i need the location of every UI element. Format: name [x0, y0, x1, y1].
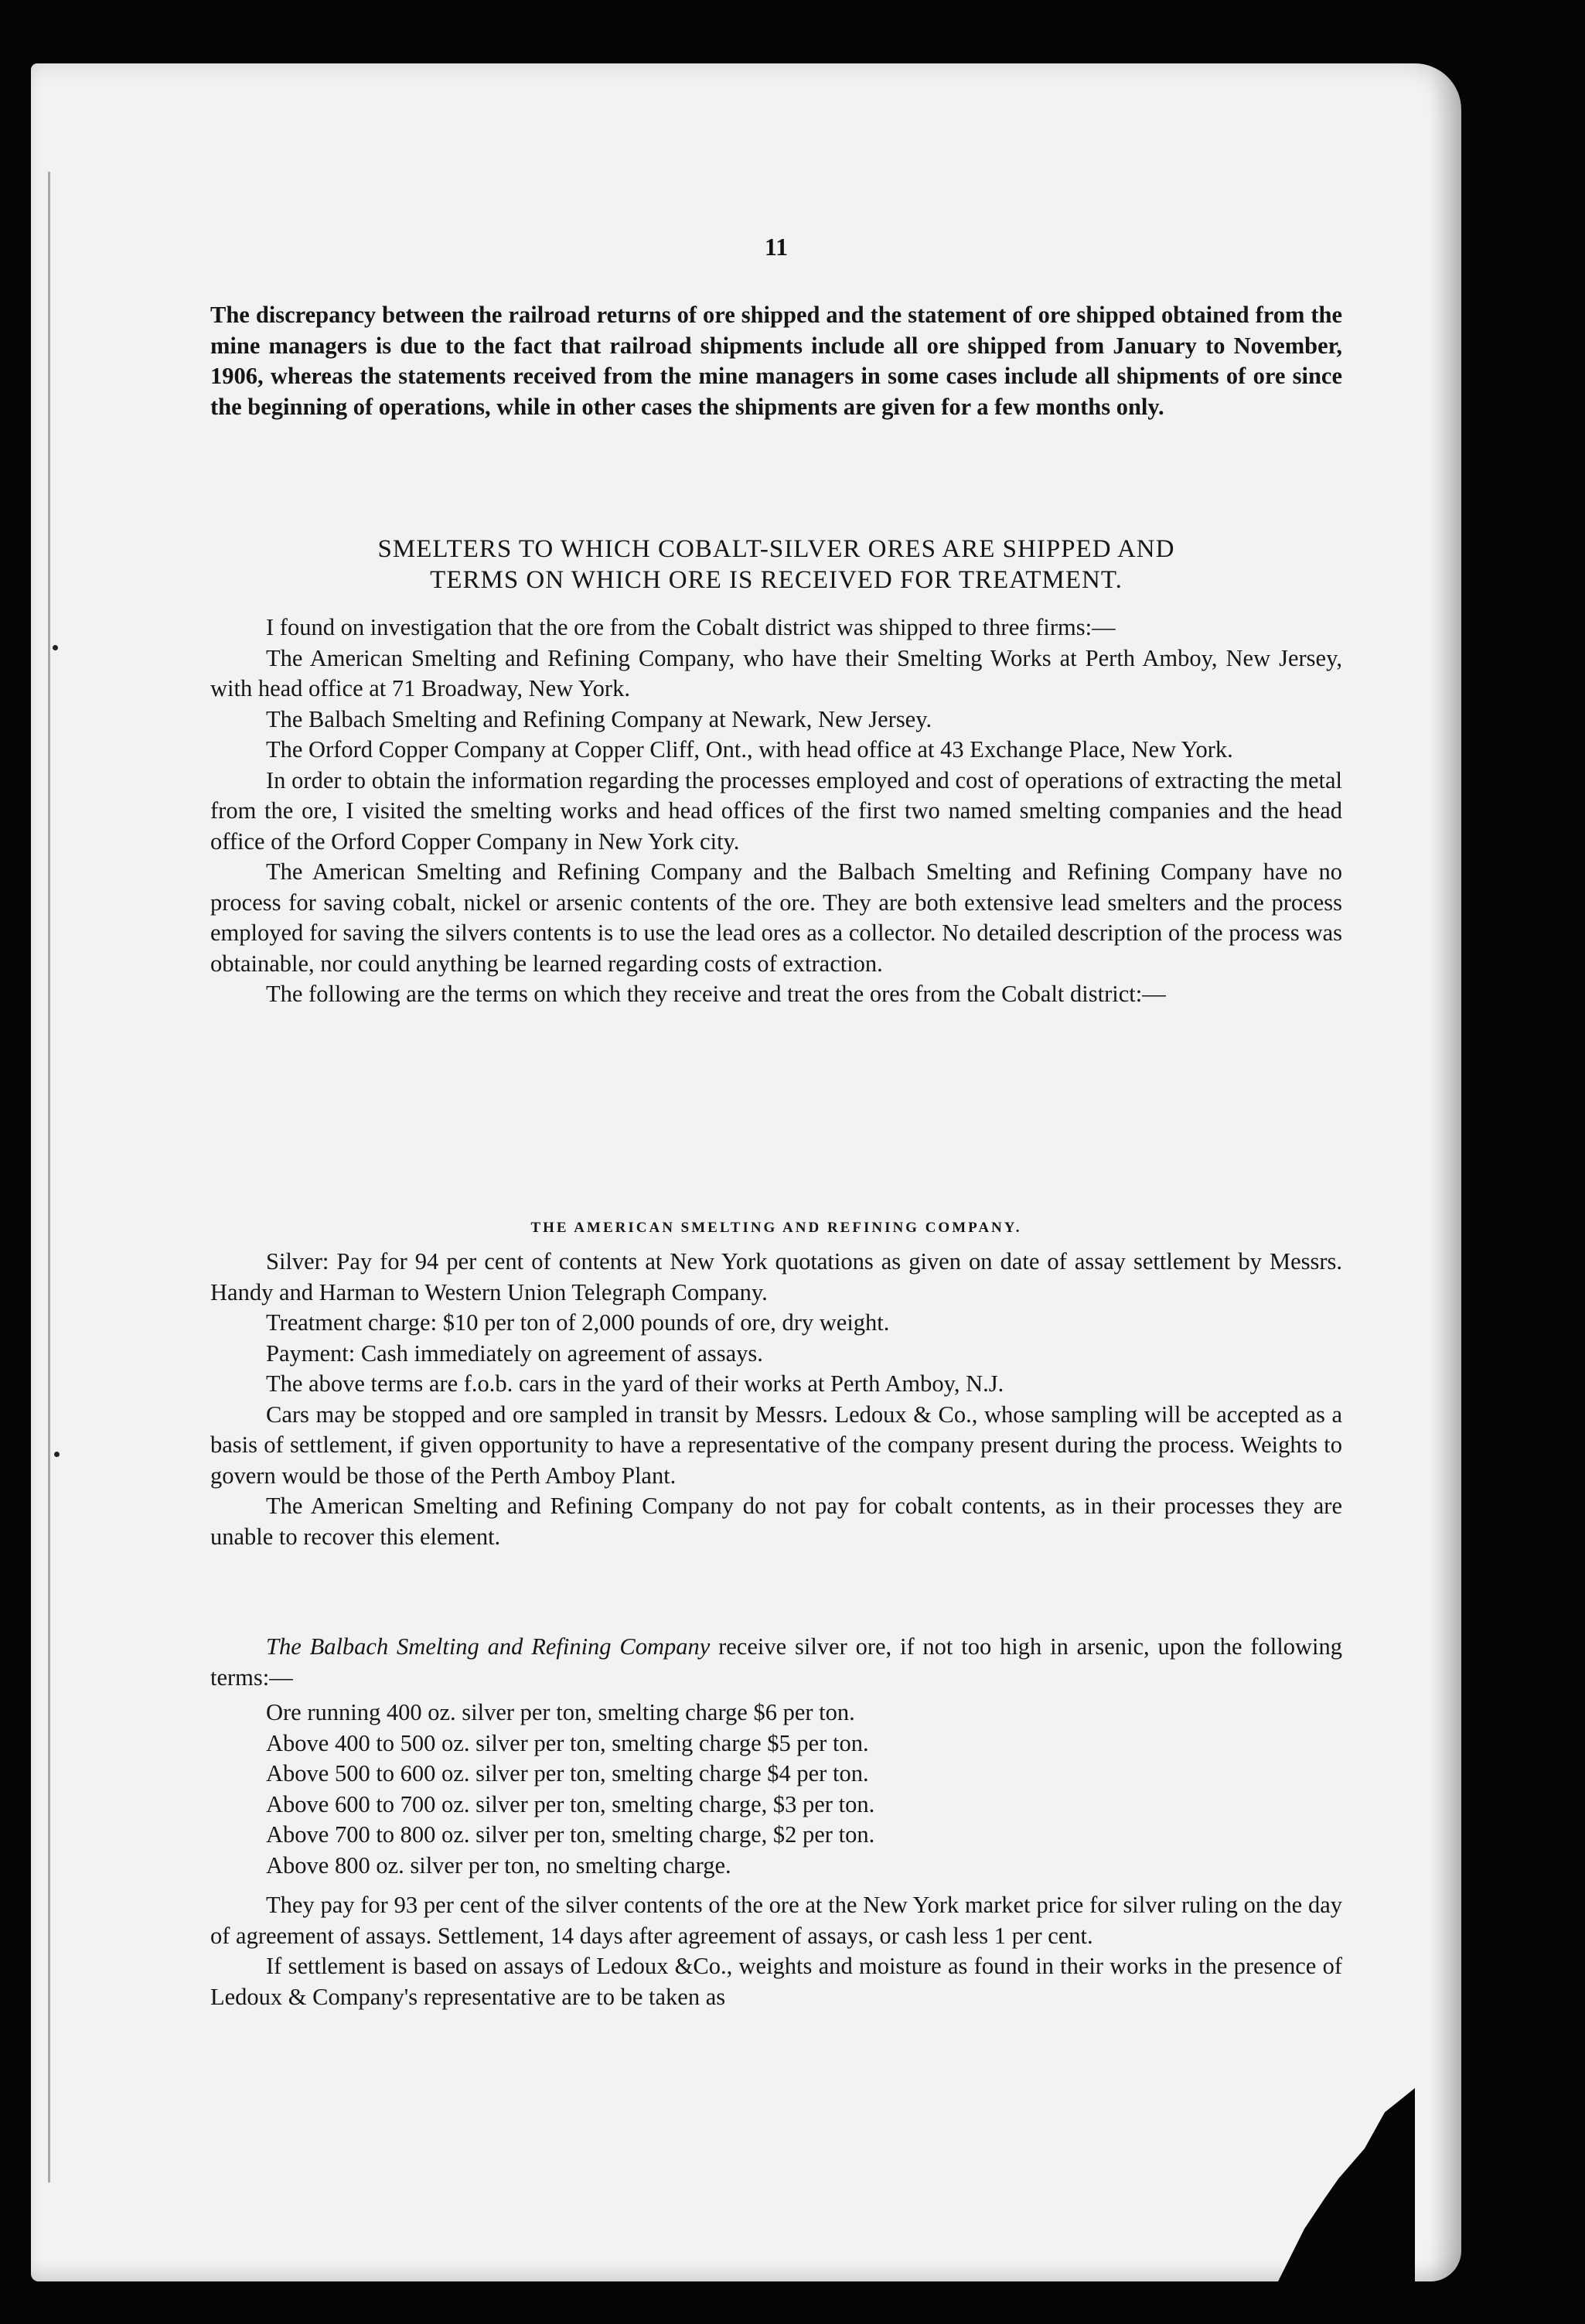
pay-93-paragraph: They pay for 93 per cent of the silver contents of the ore at the New York market price for silver ruling on the day of agreement of assays. Settlement, 14 days after agreement of assays, or cash less 1 per cent. — [210, 1892, 1342, 1949]
intro-paragraph: I found on investigation that the ore from the Cobalt district was shipped to three firms:— — [266, 614, 1116, 640]
discrepancy-paragraph: The discrepancy between the railroad returns of ore shipped and the statement of ore shipped obtained from the mine managers is due to the fact that railroad shipments include all ore shipped from January to November, 1906, whereas the statements received from the mine managers in some cases include all shipments of ore since the beginning of operations, while in other cases the shipments are given for a few months only. — [210, 302, 1342, 420]
treatment-charge: Treatment charge: $10 per ton of 2,000 pounds of ore, dry weight. — [266, 1309, 890, 1336]
balbach-intro-text: receive silver ore, if not too high in arsenic, upon the following terms:— — [210, 1633, 1342, 1691]
margin-speck — [53, 645, 58, 650]
balbach-company-name: The Balbach Smelting and Refining Company — [266, 1633, 711, 1660]
heading-line-2: TERMS ON WHICH ORE IS RECEIVED FOR TREATMENT. — [430, 566, 1123, 594]
ledoux-settlement-paragraph: If settlement is based on assays of Ledoux &Co., weights and moisture as found in their works in the presence of Ledoux & Company's representative are to be taken as — [210, 1953, 1342, 2010]
page-edge-shadow — [1430, 63, 1461, 2281]
firm-american: The American Smelting and Refining Company, who have their Smelting Works at Perth Amboy, New Jersey, with head office at 71 Broadway, New York. — [210, 644, 1342, 701]
sampling-paragraph: Cars may be stopped and ore sampled in transit by Messrs. Ledoux & Co., whose sampling will be accepted as a basis of settlement, if given opportunity to have a representative of the company present during the process. Weights to govern would be those of the Perth Amboy Plant. — [210, 1401, 1342, 1489]
smelting-charge-list — [210, 1698, 1342, 1881]
firm-orford: The Orford Copper Company at Copper Cliff, Ont., with head office at 43 Exchange Place, New York. — [266, 736, 1233, 763]
list-item: Above 500 to 600 oz. silver per ton, smelting charge $4 per ton. — [266, 1760, 869, 1787]
binding-edge-line — [48, 172, 50, 2182]
list-item: Above 700 to 800 oz. silver per ton, smelting charge, $2 per ton. — [266, 1821, 875, 1848]
american-terms-section — [210, 1247, 1342, 1552]
section-heading — [210, 534, 1342, 596]
list-item: Above 400 to 500 oz. silver per ton, smelting charge $5 per ton. — [266, 1729, 869, 1756]
cobalt-paragraph: The American Smelting and Refining Company do not pay for cobalt contents, as in their processes they are unable to recover this element. — [210, 1493, 1342, 1550]
margin-speck — [54, 1452, 60, 1457]
fob-terms: The above terms are f.o.b. cars in the yard of their works at Perth Amboy, N.J. — [266, 1370, 1004, 1397]
heading-line-1: SMELTERS TO WHICH COBALT-SILVER ORES ARE SHIPPED AND — [377, 535, 1175, 563]
list-item: Above 600 to 700 oz. silver per ton, smelting charge, $3 per ton. — [266, 1790, 875, 1817]
firm-balbach: The Balbach Smelting and Refining Company at Newark, New Jersey. — [266, 705, 932, 732]
following-paragraph: The following are the terms on which they receive and treat the ores from the Cobalt district:— — [266, 981, 1166, 1007]
american-company-subheading: THE AMERICAN SMELTING AND REFINING COMPANY. — [530, 1220, 1022, 1236]
balbach-terms-section — [210, 1632, 1342, 2012]
balbach-intro — [210, 1632, 1342, 1693]
page-number: 11 — [764, 233, 789, 261]
order-paragraph: In order to obtain the information regarding the processes employed and cost of operations of extracting the metal from the ore, I visited the smelting works and head offices of the first two named smelting companies and the head office of the Orford Copper Company in New York city. — [210, 766, 1342, 855]
list-item: Ore running 400 oz. silver per ton, smelting charge $6 per ton. — [266, 1699, 855, 1725]
smelters-section — [210, 613, 1342, 1010]
process-paragraph: The American Smelting and Refining Company and the Balbach Smelting and Refining Company have no process for saving cobalt, nickel or arsenic contents of the ore. They are both extensive lead smelters and the process employed for saving the silvers contents is to use the lead ores as a collector. No detailed description of the process was obtainable, nor could anything be learned regarding costs of extraction. — [210, 858, 1342, 977]
silver-terms: Silver: Pay for 94 per cent of contents at New York quotations as given on date of assay settlement by Messrs. Handy and Harman to Western Union Telegraph Company. — [210, 1248, 1342, 1305]
payment-terms: Payment: Cash immediately on agreement of assays. — [266, 1339, 763, 1367]
list-item: Above 800 oz. silver per ton, no smelting charge. — [266, 1851, 731, 1879]
